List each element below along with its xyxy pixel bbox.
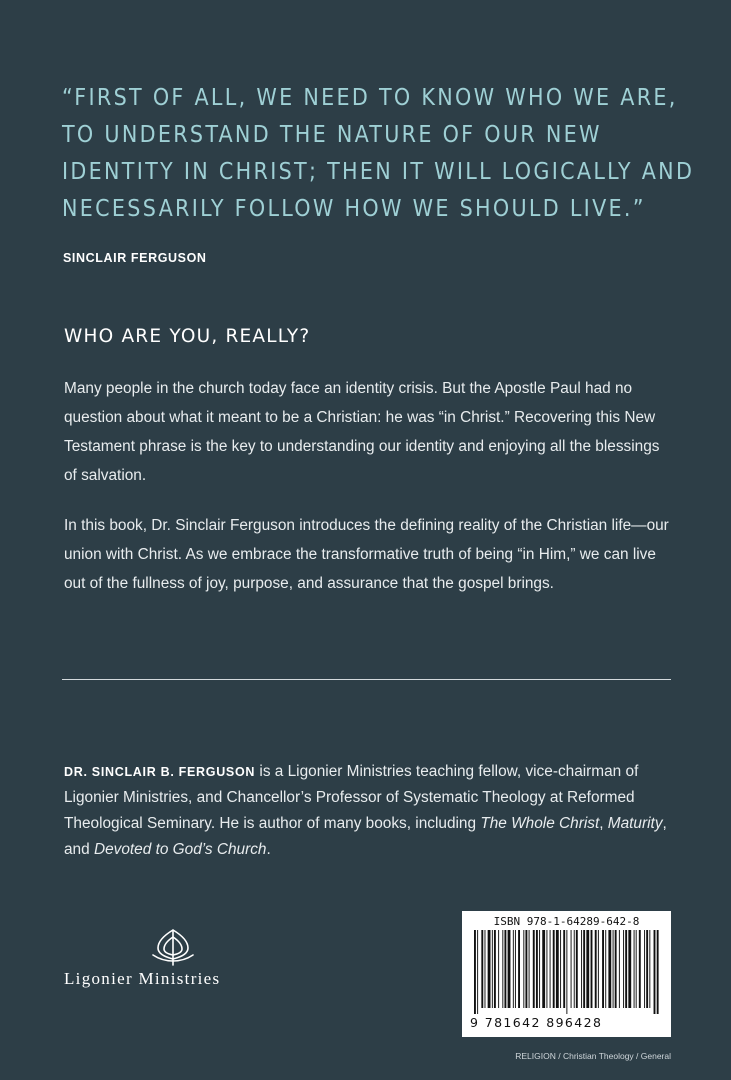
- author-bio: DR. SINCLAIR B. FERGUSON is a Ligonier Ministries teaching fellow, vice-chairman of Ligonier Ministries, and Chancellor’s Professor of Systematic Theology at Reformed Theological Seminary. He is author of many books, including The Whole Christ, Maturity, and Devoted to God’s Church.: [64, 763, 667, 858]
- description-paragraph-1: Many people in the church today face an identity crisis. But the Apostle Paul had no question about what it meant to be a Christian: he was “in Christ.” Recovering this New Testament phrase is the key to understanding our identity and enjoying all the blessings of salvation.: [64, 380, 660, 484]
- author-bio-text: is a Ligonier Ministries teaching fellow, vice-chairman of Ligonier Ministries, and Chancellor’s Professor of Systematic Theology at Reformed Theological Seminary. He is author of many books, including: [64, 763, 639, 832]
- book-title-devoted: Devoted to God’s Church: [93, 841, 267, 858]
- book-title-whole-christ: The Whole Christ: [480, 815, 600, 832]
- barcode-icon: [472, 930, 662, 1014]
- ligonier-tree-icon: [145, 924, 201, 968]
- book-title-maturity: Maturity: [607, 815, 663, 832]
- description-paragraph-2: In this book, Dr. Sinclair Ferguson introduces the defining reality of the Christian life—our union with Christ. As we embrace the transformative truth of being “in Him,” we can live out of the fullness of joy, purpose, and assurance that the gospel brings.: [64, 517, 669, 592]
- barcode-digits: 9 781642 896428: [470, 1015, 603, 1030]
- quote-author: SINCLAIR FERGUSON: [63, 251, 207, 265]
- barcode-label: [462, 911, 671, 1037]
- section-heading: WHO ARE YOU, REALLY?: [64, 326, 311, 347]
- category-label: RELIGION / Christian Theology / General: [515, 1051, 671, 1061]
- pull-quote: “FIRST OF ALL, WE NEED TO KNOW WHO WE ARE, TO UNDERSTAND THE NATURE OF OUR NEW IDENTITY IN CHRIST; THEN IT WILL LOGICALLY AND NECESSARILY FOLLOW HOW WE SHOULD LIVE.”: [62, 85, 695, 222]
- publisher-logo-text: Ligonier Ministries: [64, 969, 221, 988]
- author-bio-name: DR. SINCLAIR B. FERGUSON: [64, 765, 256, 779]
- isbn-text: ISBN 978-1-64289-642-8: [493, 915, 640, 928]
- divider: [62, 679, 671, 680]
